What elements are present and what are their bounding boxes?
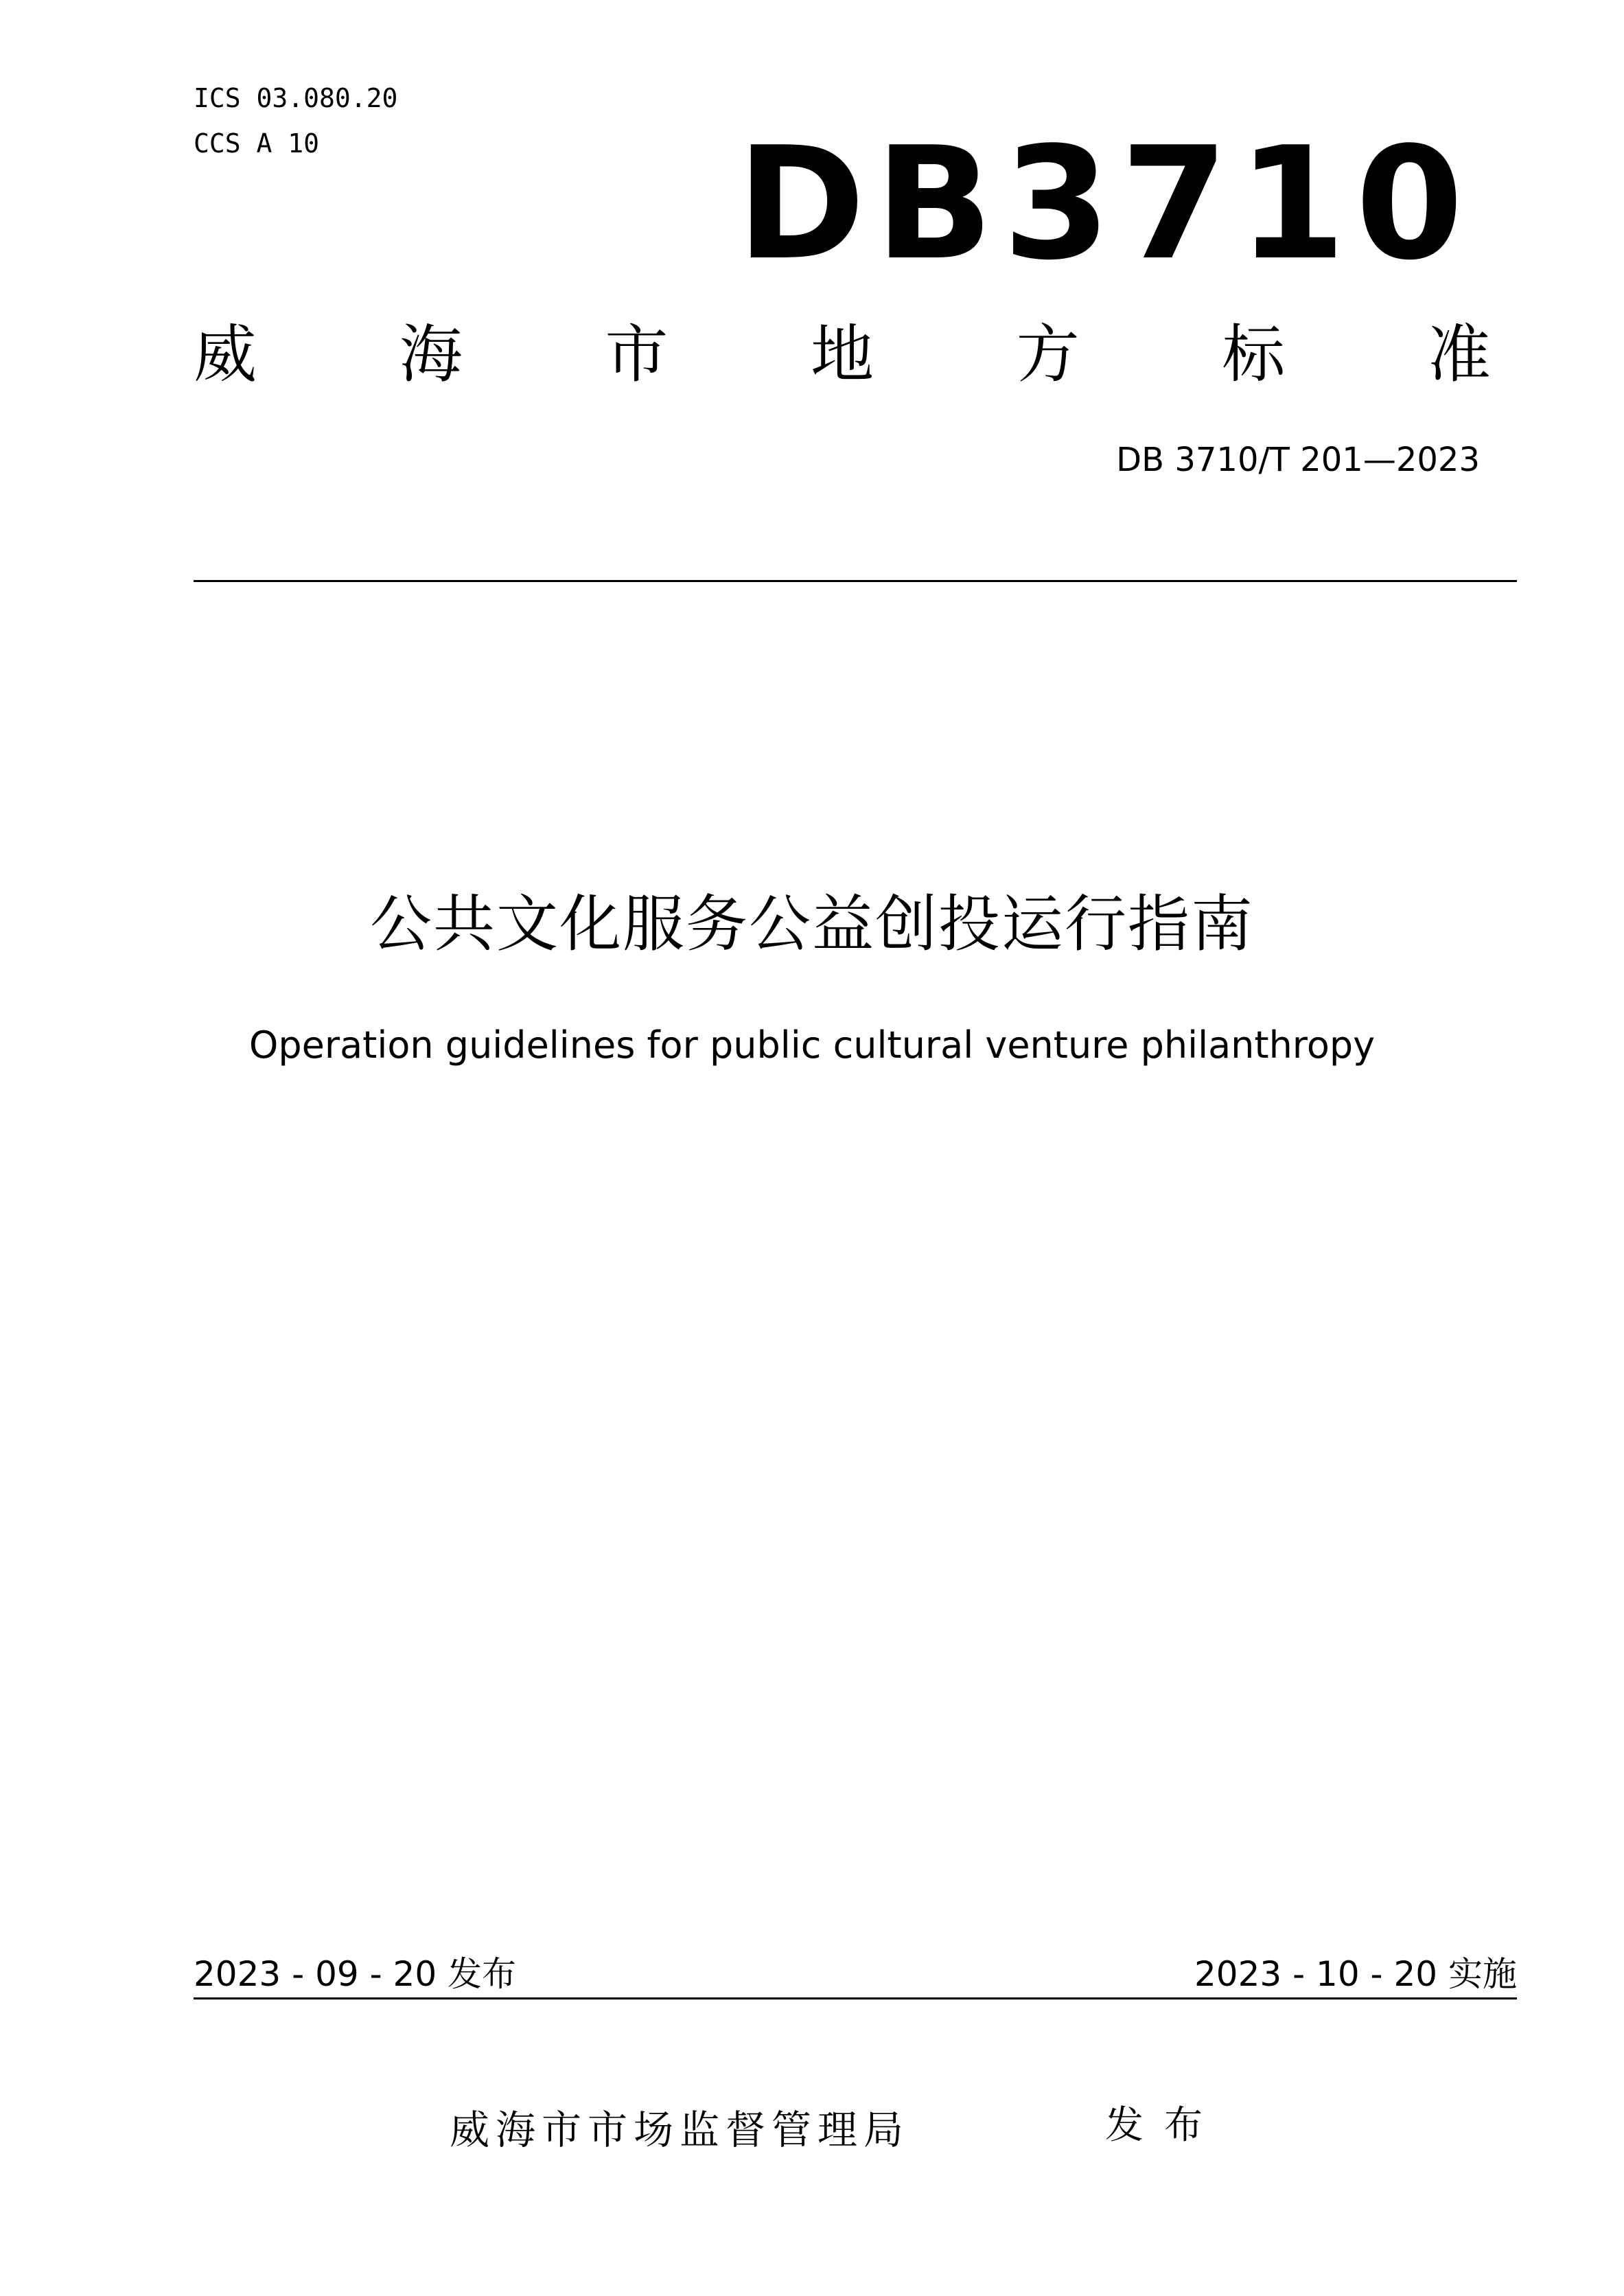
ics-code: ICS 03.080.20 bbox=[194, 83, 398, 113]
standard-type-char: 准 bbox=[1427, 318, 1491, 391]
ccs-code: CCS A 10 bbox=[194, 128, 320, 159]
standard-number: DB 3710/T 201—2023 bbox=[1116, 441, 1480, 479]
issue-label: 发布 bbox=[1105, 2103, 1223, 2148]
standard-code: DB3710 bbox=[736, 114, 1473, 294]
document-title-en: Operation guidelines for public cultural venture philanthropy bbox=[248, 1023, 1376, 1067]
standard-type-char: 地 bbox=[810, 318, 874, 391]
standard-type-char: 方 bbox=[1016, 318, 1080, 391]
standard-type-char: 标 bbox=[1222, 318, 1286, 391]
standard-type-title bbox=[194, 317, 1491, 393]
top-divider bbox=[194, 580, 1517, 582]
standard-type-char: 海 bbox=[399, 318, 463, 391]
standard-type-char: 市 bbox=[605, 318, 669, 391]
document-title-cn: 公共文化服务公益创投运行指南 bbox=[370, 888, 1254, 960]
effective-date: 2023 - 10 - 20 实施 bbox=[1194, 1954, 1517, 1994]
publish-date: 2023 - 09 - 20 发布 bbox=[194, 1954, 517, 1994]
standard-type-char: 威 bbox=[194, 318, 257, 391]
issuing-authority: 威海市市场监督管理局 bbox=[450, 2107, 910, 2153]
bottom-divider bbox=[194, 1997, 1517, 1999]
